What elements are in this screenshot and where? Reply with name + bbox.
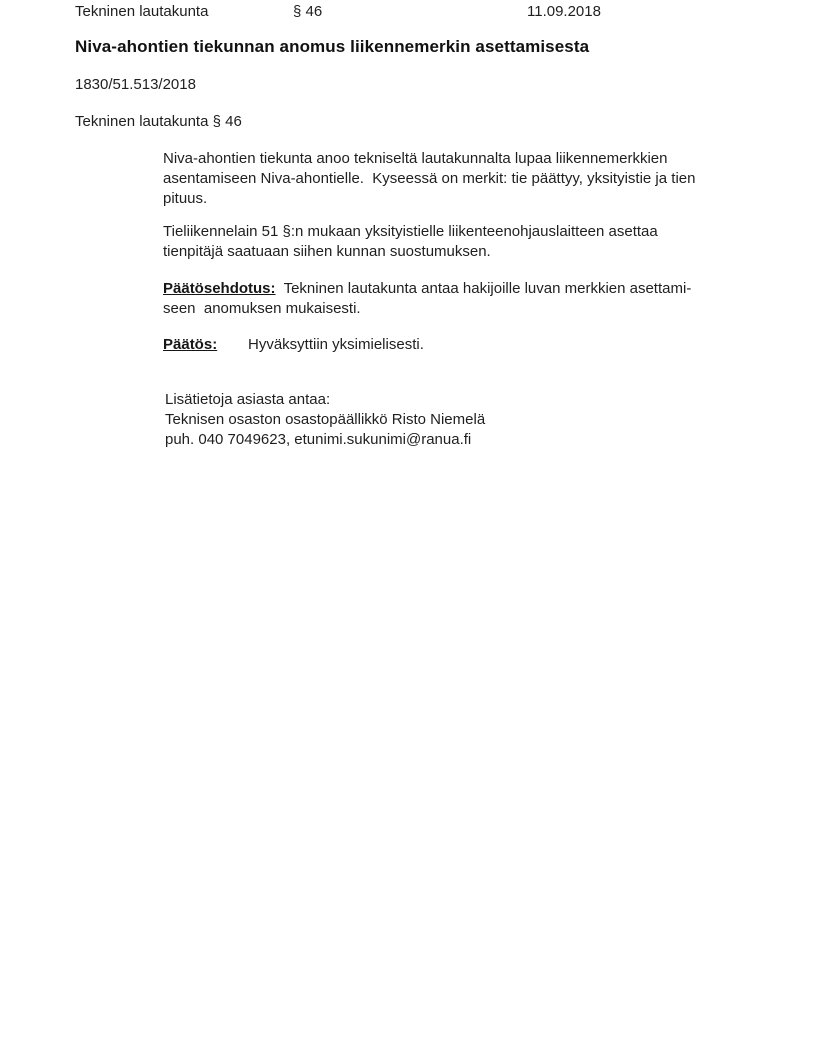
decision-text: Hyväksyttiin yksimielisesti. <box>248 336 424 353</box>
decision-proposal-line1 <box>163 279 691 299</box>
header-date: 11.09.2018 <box>527 3 601 20</box>
contact-phone-email: puh. 040 7049623, etunimi.sukunimi@ranua.fi <box>165 431 472 448</box>
paragraph-line: Tieliikennelain 51 §:n mukaan yksityistielle liikenteenohjauslaitteen asettaa <box>163 223 658 240</box>
diary-number: 1830/51.513/2018 <box>75 76 196 93</box>
contact-intro: Lisätietoja asiasta antaa: <box>165 391 331 408</box>
decision-proposal-text: Tekninen lautakunta antaa hakijoille luvan merkkien asettami- <box>275 280 692 297</box>
contact-person: Teknisen osaston osastopäällikkö Risto Niemelä <box>165 411 486 428</box>
paragraph-law-reference <box>163 222 658 262</box>
paragraph-line: Niva-ahontien tiekunta anoo tekniseltä lautakunnalta lupaa liikennemerkkien <box>163 150 668 167</box>
header-committee: Tekninen lautakunta <box>75 3 209 20</box>
decision-label: Päätös: <box>163 336 218 353</box>
paragraph-application <box>163 149 695 209</box>
document-title: Niva-ahontien tiekunnan anomus liikennemerkin asettamisesta <box>75 37 590 56</box>
decision-label-cell <box>163 335 248 355</box>
header-section-mark: § 46 <box>293 3 323 20</box>
decision-row <box>163 335 424 355</box>
paragraph-line: asentamiseen Niva-ahontielle. Kyseessä on merkit: tie päättyy, yksityistie ja tien <box>163 170 696 187</box>
paragraph-line: tienpitäjä saatuaan siihen kunnan suostumuksen. <box>163 243 491 260</box>
decision-proposal-label: Päätösehdotus: <box>163 280 276 297</box>
decision-proposal-line2: seen anomuksen mukaisesti. <box>163 300 361 317</box>
contact-block <box>165 390 485 450</box>
section-heading: Tekninen lautakunta § 46 <box>75 113 242 130</box>
paragraph-line: pituus. <box>163 190 208 207</box>
decision-proposal <box>163 279 691 319</box>
